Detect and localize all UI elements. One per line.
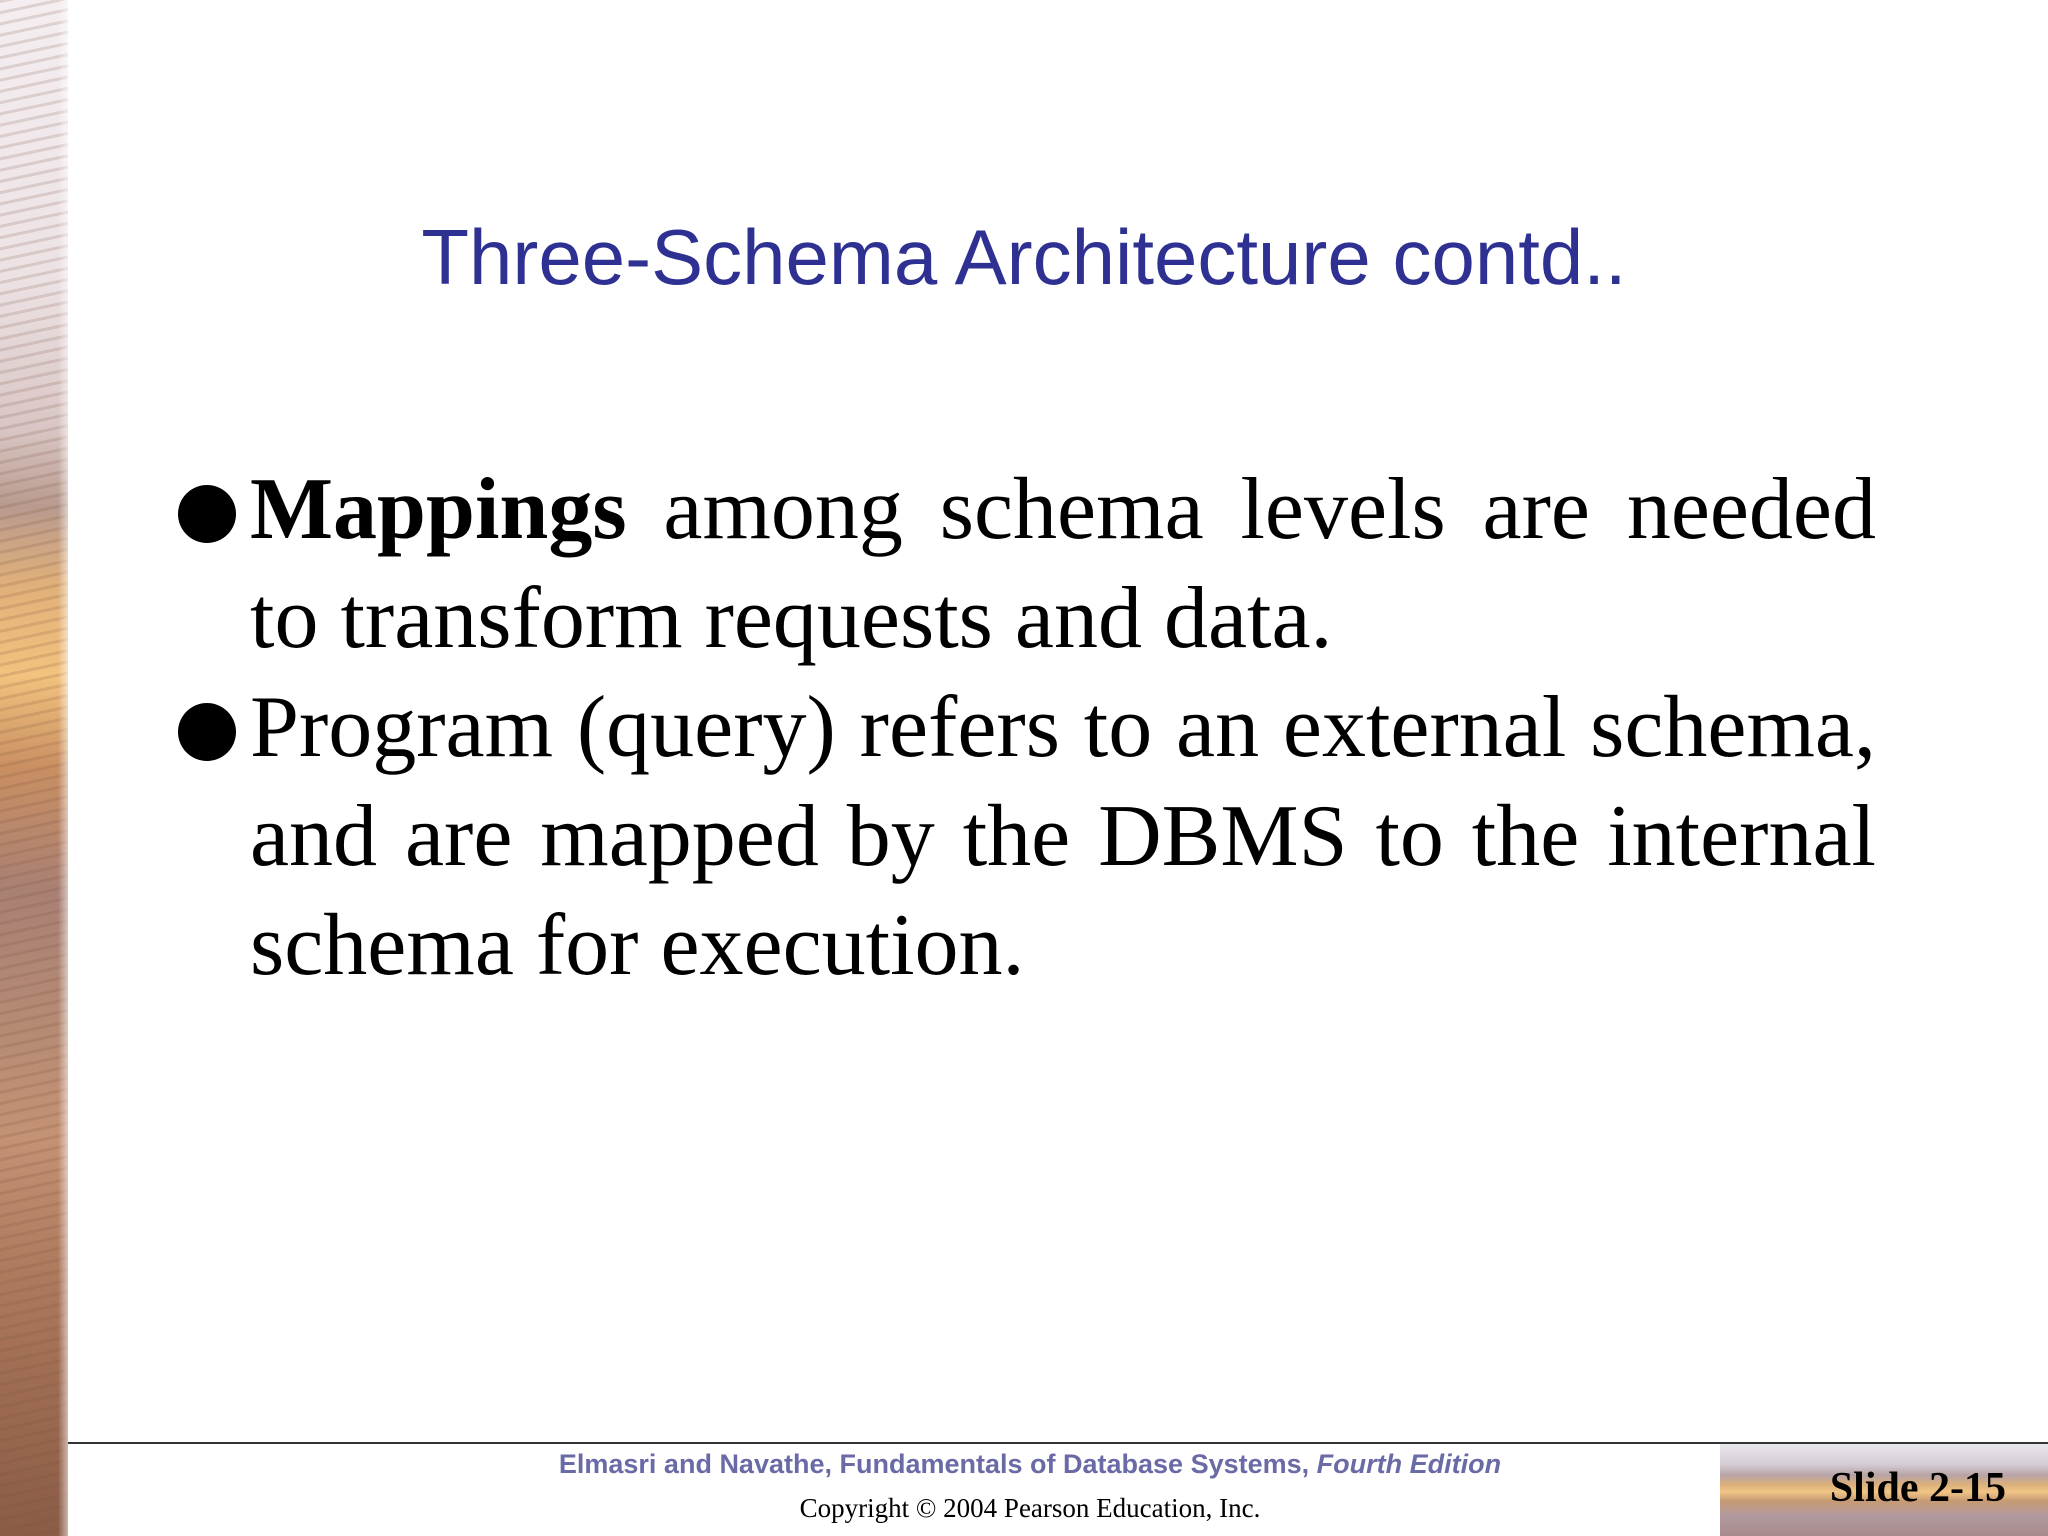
bullet-icon — [178, 485, 236, 543]
bullet-icon — [178, 703, 236, 761]
bullet-item — [176, 455, 1876, 673]
decorative-desert-strip — [0, 0, 68, 1536]
slide-number-badge — [1720, 1444, 2048, 1536]
slide-title: Three-Schema Architecture contd.. — [421, 213, 1627, 301]
footer-book-citation — [68, 1449, 1992, 1480]
footer-book-title: Elmasri and Navathe, Fundamentals of Database Systems, — [558, 1449, 1317, 1479]
bullet-bold-lead: Mappings — [250, 461, 627, 558]
bullet-text: among schema levels are needed to transform requests and data. — [250, 461, 1876, 667]
bullet-item — [176, 673, 1876, 1000]
footer-copyright: Copyright © 2004 Pearson Education, Inc. — [799, 1493, 1261, 1523]
bullet-text: Program (query) refers to an external schema, and are mapped by the DBMS to the internal schema for execution. — [250, 679, 1876, 994]
footer-book-edition: Fourth Edition — [1316, 1449, 1502, 1479]
slide-number: Slide 2-15 — [1829, 1465, 2006, 1511]
bullet-list — [176, 455, 1876, 1000]
